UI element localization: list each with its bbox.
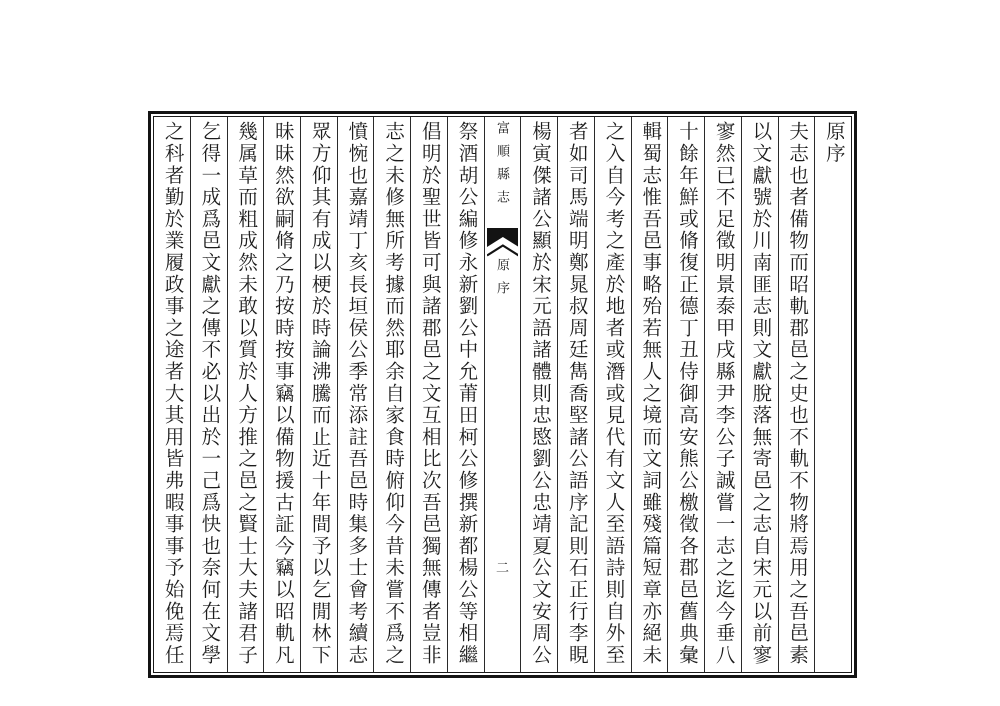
column-text: 倡明於聖世皆可與諸郡邑之文互相比次吾邑獨無傳者豈非 — [418, 121, 440, 666]
column-text: 祭酒胡公編修永新劉公中允莆田柯公修撰新都楊公等相繼 — [455, 121, 477, 666]
text-column — [667, 117, 704, 672]
text-column — [373, 117, 410, 672]
column-text: 夫志也者備物而昭軌郡邑之史也不軌不物將焉用之吾邑素 — [786, 121, 808, 666]
text-column — [778, 117, 815, 672]
banxin-section-label: 原序 — [495, 258, 511, 304]
fishtail-ornament-icon — [487, 228, 519, 257]
page-border-frame — [148, 111, 857, 678]
column-text: 幾属草而粗成然未敢以質於人方推之邑之賢士大夫諸君子 — [235, 121, 257, 666]
banxin-center-column — [484, 117, 521, 672]
book-title: 富順縣志 — [495, 121, 511, 213]
column-text: 輯蜀志惟吾邑事略殆若無人之境而文詞雖殘篇短章亦絕未 — [639, 121, 661, 666]
column-text: 憤惋也嘉靖丁亥長垣侯公季常添註吾邑時集多士會考續志 — [345, 121, 367, 666]
text-column — [741, 117, 778, 672]
text-column — [263, 117, 300, 672]
text-block — [153, 116, 852, 673]
column-text: 眾方仰其有成以梗於時論沸騰而止近十年間予以乞閒林下 — [308, 121, 330, 666]
column-text: 之入自今考之產於地者或潛或見代有文人至語詩則自外至 — [602, 121, 624, 666]
text-column — [594, 117, 631, 672]
column-text: 楊寅傑諸公顯於宋元語諸體則忠愍劉公忠靖夏公文安周公 — [529, 121, 550, 666]
text-column — [227, 117, 264, 672]
column-text: 寥然已不足徵明景泰甲戌縣尹李公子誠嘗一志之迄今垂八 — [712, 121, 734, 666]
text-column — [520, 117, 557, 672]
text-column — [154, 117, 190, 672]
text-column — [631, 117, 668, 672]
text-column — [447, 117, 484, 672]
text-column — [704, 117, 741, 672]
column-text: 志之未修無所考據而然耶余自家食時俯仰今昔未嘗不爲之 — [382, 121, 404, 666]
text-column — [337, 117, 374, 672]
text-column — [410, 117, 447, 672]
column-text: 以文獻號於川南匪志則文獻脫落無寄邑之志自宋元以前寥 — [749, 121, 771, 666]
column-text: 之科者勤於業履政事之途者大其用皆弗暇事事予始俛焉任 — [161, 121, 183, 666]
column-text: 昧昧然欲嗣脩之乃按時按事竊以備物援古証今竊以昭軌凡 — [271, 121, 293, 666]
column-text: 者如司馬端明鄭晁叔周廷雋喬堅諸公語序記則石正行李睍 — [565, 121, 587, 666]
heading-column — [814, 117, 851, 672]
text-column — [300, 117, 337, 672]
section-heading: 原序 — [822, 121, 844, 165]
column-text: 十餘年鮮或脩復正德丁丑侍御高安熊公檄徵各郡邑舊典彙 — [675, 121, 697, 666]
column-text: 乞得一成爲邑文獻之傳不必以出於一己爲快也奈何在文學 — [198, 121, 220, 666]
text-column — [557, 117, 594, 672]
page-number: 二 — [496, 560, 510, 575]
text-column — [190, 117, 227, 672]
